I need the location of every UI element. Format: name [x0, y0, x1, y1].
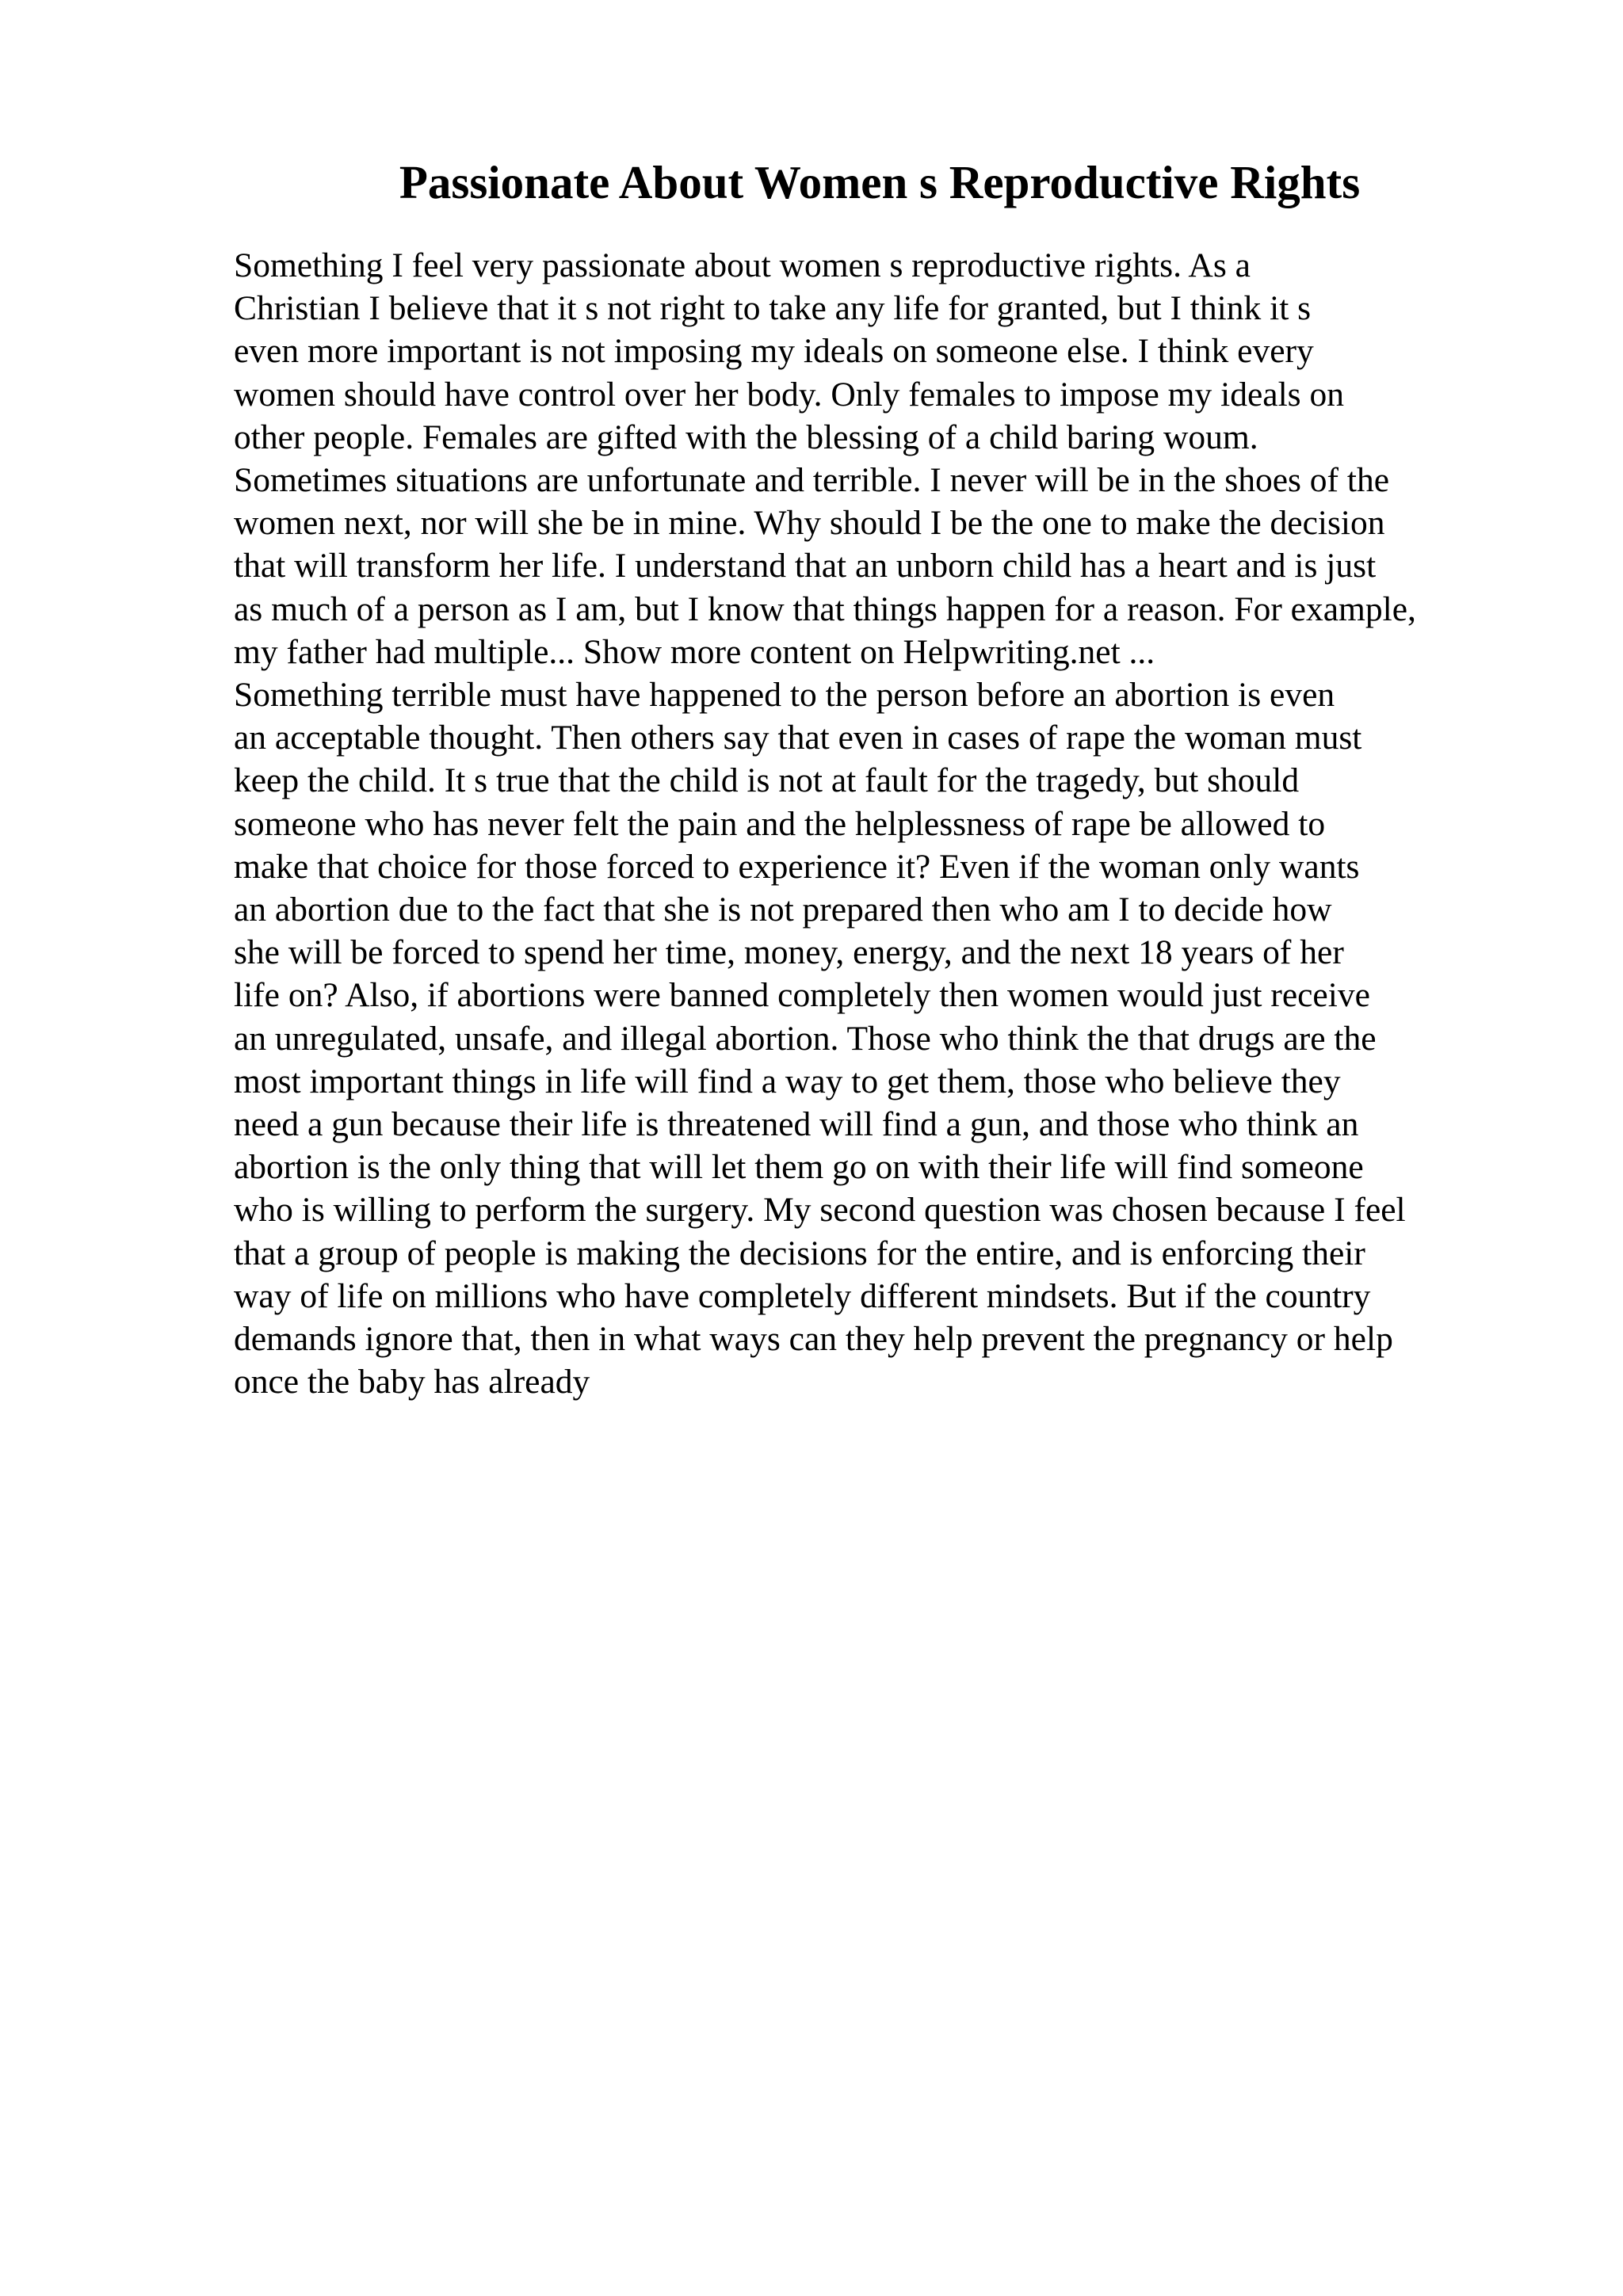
body-line: life on? Also, if abortions were banned completely then women would just receive [234, 976, 1370, 1015]
body-line: Christian I believe that it s not right to take any life for granted, but I think it s [234, 289, 1312, 328]
body-line: Sometimes situations are unfortunate and terrible. I never will be in the shoes of the [234, 461, 1390, 500]
body-line: who is willing to perform the surgery. My second question was chosen because I feel [234, 1191, 1406, 1230]
body-line: way of life on millions who have completely different mindsets. But if the country [234, 1276, 1371, 1315]
document-body [234, 244, 1597, 1403]
body-line: need a gun because their life is threatened will find a gun, and those who think an [234, 1105, 1359, 1144]
body-line: my father had multiple... Show more content on Helpwriting.net ... [234, 632, 1155, 671]
body-line: demands ignore that, then in what ways can they help prevent the pregnancy or help [234, 1320, 1393, 1359]
body-line: most important things in life will find a way to get them, those who believe they [234, 1062, 1341, 1100]
body-line: abortion is the only thing that will let them go on with their life will find someone [234, 1148, 1364, 1187]
body-line: an abortion due to the fact that she is not prepared then who am I to decide how [234, 891, 1332, 929]
body-line: once the baby has already [234, 1363, 590, 1402]
body-line: an acceptable thought. Then others say that even in cases of rape the woman must [234, 719, 1362, 757]
body-line: she will be forced to spend her time, money, energy, and the next 18 years of her [234, 933, 1344, 972]
document-title: Passionate About Women s Reproductive Rights [399, 156, 1361, 208]
body-line: make that choice for those forced to experience it? Even if the woman only wants [234, 847, 1360, 886]
body-line: women next, nor will she be in mine. Why should I be the one to make the decision [234, 504, 1385, 543]
body-line: other people. Females are gifted with the blessing of a child baring woum. [234, 418, 1258, 456]
body-line: that will transform her life. I understand that an unborn child has a heart and is just [234, 547, 1377, 585]
body-line: someone who has never felt the pain and the helplessness of rape be allowed to [234, 804, 1326, 843]
body-line: as much of a person as I am, but I know that things happen for a reason. For example, [234, 589, 1416, 628]
body-line: keep the child. It s true that the child is not at fault for the tragedy, but should [234, 761, 1300, 800]
body-line: an unregulated, unsafe, and illegal abortion. Those who think the that drugs are the [234, 1019, 1377, 1058]
body-line: women should have control over her body. Only females to impose my ideals on [234, 375, 1344, 414]
body-line: that a group of people is making the decisions for the entire, and is enforcing their [234, 1234, 1365, 1272]
body-line: Something terrible must have happened to the person before an abortion is even [234, 676, 1335, 715]
body-line: even more important is not imposing my ideals on someone else. I think every [234, 332, 1314, 371]
body-line: Something I feel very passionate about women s reproductive rights. As a [234, 246, 1251, 284]
